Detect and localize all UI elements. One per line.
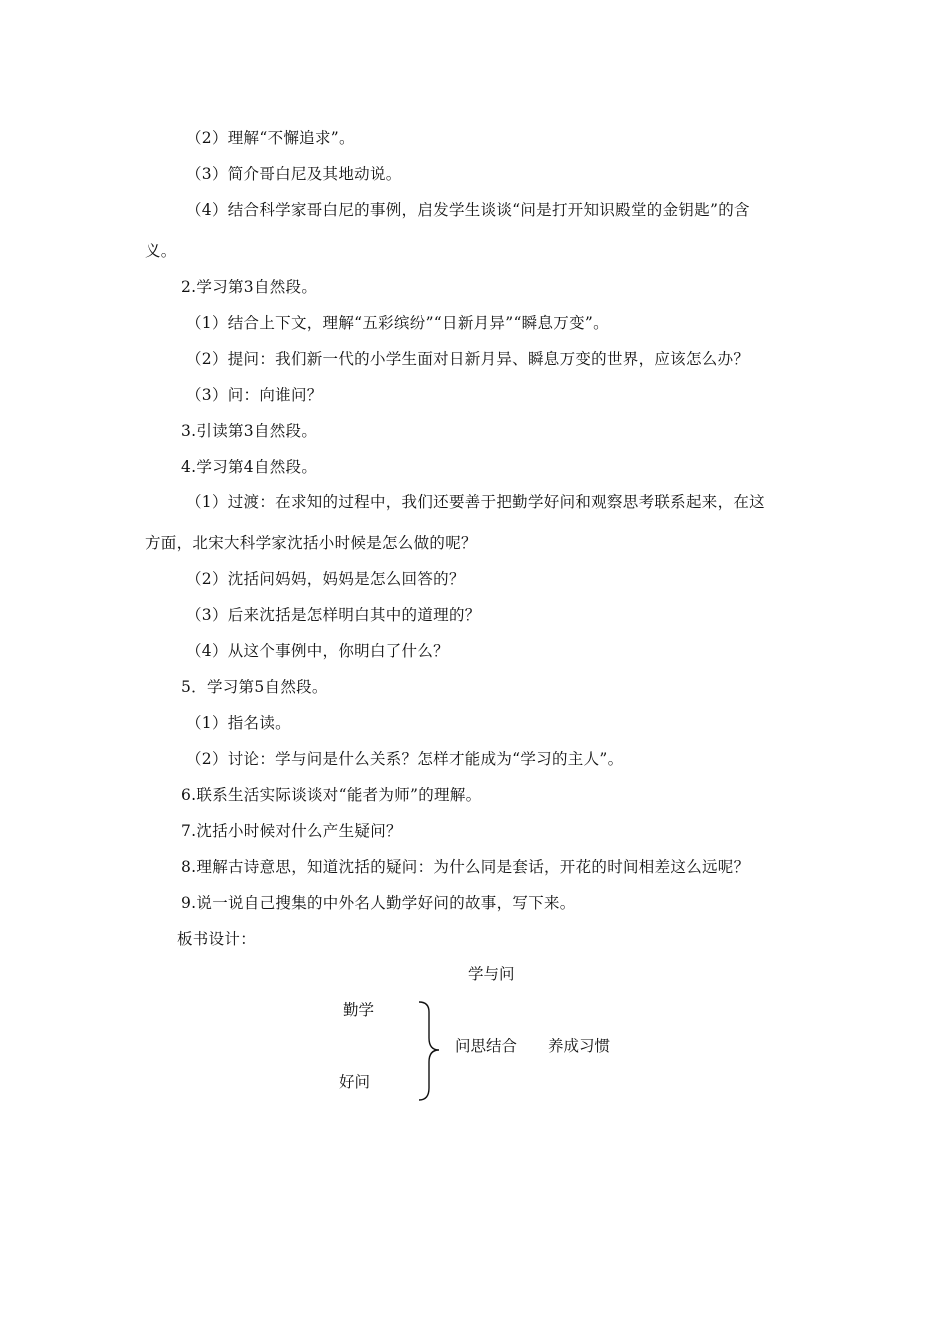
board-item-left-top: 勤学 [343, 1001, 375, 1019]
text-line: 8.理解古诗意思，知道沈括的疑问：为什么同是套话，开花的时间相差这么远呢？ [181, 858, 750, 876]
text-line: （1）过渡：在求知的过程中，我们还要善于把勤学好问和观察思考联系起来，在这 [186, 493, 765, 511]
text-line: （3）问：向谁问？ [186, 386, 323, 404]
text-line: （2）沈括问妈妈，妈妈是怎么回答的？ [186, 570, 465, 588]
text-line: （3）简介哥白尼及其地动说。 [186, 165, 402, 183]
text-line: 3.引读第3自然段。 [181, 422, 318, 440]
text-line: 2.学习第3自然段。 [181, 278, 318, 296]
board-item-right-2: 养成习惯 [548, 1037, 611, 1055]
text-line: 7.沈括小时候对什么产生疑问？ [181, 822, 402, 840]
text-line: （3）后来沈括是怎样明白其中的道理的？ [186, 606, 481, 624]
board-item-right-1: 问思结合 [455, 1037, 518, 1055]
text-line: 9.说一说自己搜集的中外名人勤学好问的故事，写下来。 [181, 894, 576, 912]
text-line: （2）提问：我们新一代的小学生面对日新月异、瞬息万变的世界，应该怎么办？ [186, 350, 750, 368]
text-line: 方面，北宋大科学家沈括小时候是怎么做的呢？ [145, 534, 477, 552]
text-line: （1）结合上下文，理解“五彩缤纷”“日新月异”“瞬息万变”。 [186, 314, 609, 332]
text-line: 4.学习第4自然段。 [181, 458, 318, 476]
text-line: （4）从这个事例中，你明白了什么？ [186, 642, 449, 660]
text-line: （4）结合科学家哥白尼的事例，启发学生谈谈“问是打开知识殿堂的金钥匙”的含 [186, 201, 750, 219]
board-title: 学与问 [468, 965, 515, 983]
text-line: （2）讨论：学与问是什么关系？怎样才能成为“学习的主人”。 [186, 750, 624, 768]
text-line: 5．学习第5自然段。 [181, 678, 328, 696]
text-line: （1）指名读。 [186, 714, 291, 732]
text-line: 6.联系生活实际谈谈对“能者为师”的理解。 [181, 786, 482, 804]
text-line: （2）理解“不懈追求”。 [186, 129, 355, 147]
text-line: 板书设计： [177, 930, 257, 948]
text-line: 义。 [145, 242, 177, 260]
curly-brace-icon [415, 1000, 445, 1102]
board-item-left-bottom: 好问 [339, 1073, 371, 1091]
